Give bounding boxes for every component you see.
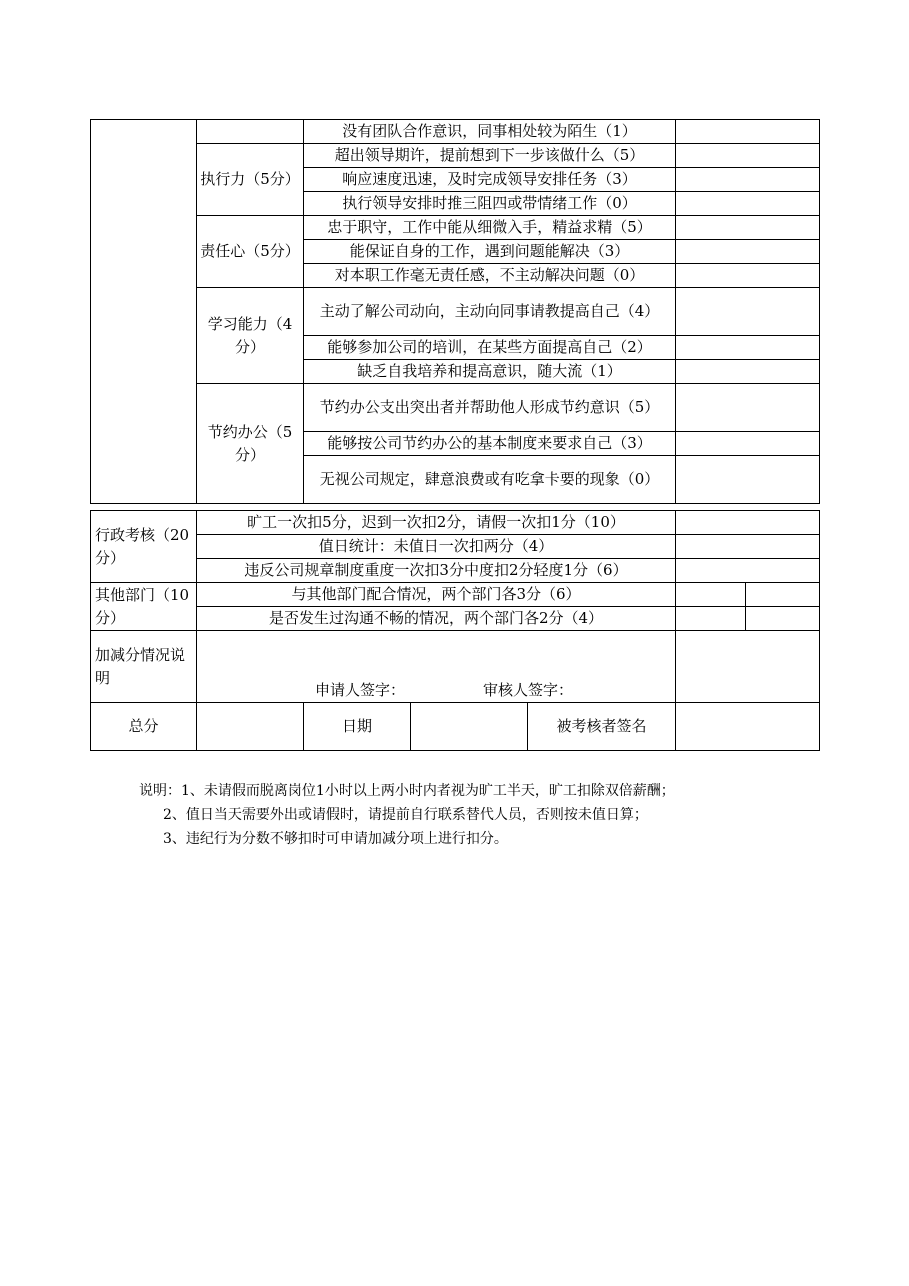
score-cell[interactable] bbox=[676, 240, 820, 264]
adjust-signature-area[interactable] bbox=[197, 631, 676, 703]
criterion-learning-2: 能够参加公司的培训，在某些方面提高自己（2） bbox=[304, 336, 676, 360]
criterion-other-dept-cooperation: 与其他部门配合情况，两个部门各3分（6） bbox=[197, 583, 676, 607]
note-2: 2、值日当天需要外出或请假时，请提前自行联系替代人员，否则按未值日算； bbox=[163, 807, 648, 823]
criterion-execution-0: 执行领导安排时推三阻四或带情绪工作（0） bbox=[304, 192, 676, 216]
execution-label: 执行力（5分） bbox=[197, 144, 304, 216]
criterion-saving-5: 节约办公支出突出者并帮助他人形成节约意识（5） bbox=[304, 384, 676, 432]
reviewer-signature-label: 审核人签字： bbox=[483, 681, 574, 699]
criterion-learning-4: 主动了解公司动向，主动向同事请教提高自己（4） bbox=[304, 288, 676, 336]
notes-section bbox=[139, 779, 675, 851]
assessment-table bbox=[90, 119, 820, 504]
score-cell[interactable] bbox=[676, 384, 820, 432]
score-cell[interactable] bbox=[676, 168, 820, 192]
score-cell[interactable] bbox=[676, 535, 820, 559]
criterion-responsibility-5: 忠于职守，工作中能从细微入手，精益求精（5） bbox=[304, 216, 676, 240]
total-value-cell[interactable] bbox=[197, 703, 304, 751]
note-3: 3、违纪行为分数不够扣时可申请加减分项上进行扣分。 bbox=[163, 831, 508, 847]
date-value-cell[interactable] bbox=[411, 703, 528, 751]
date-label: 日期 bbox=[304, 703, 411, 751]
saving-label: 节约办公（5分） bbox=[197, 384, 304, 504]
score-cell-dept-b[interactable] bbox=[746, 607, 820, 631]
score-cell-dept-a[interactable] bbox=[676, 583, 746, 607]
teamwork-label-cell bbox=[197, 120, 304, 144]
assessee-signature-label: 被考核者签名 bbox=[528, 703, 676, 751]
criterion-execution-5: 超出领导期许，提前想到下一步该做什么（5） bbox=[304, 144, 676, 168]
score-cell[interactable] bbox=[676, 432, 820, 456]
score-cell[interactable] bbox=[676, 144, 820, 168]
category-cell-continued bbox=[91, 120, 197, 504]
other-dept-label: 其他部门（10分） bbox=[91, 583, 197, 631]
criterion-execution-3: 响应速度迅速，及时完成领导安排任务（3） bbox=[304, 168, 676, 192]
criterion-other-dept-communication: 是否发生过沟通不畅的情况，两个部门各2分（4） bbox=[197, 607, 676, 631]
adjust-label: 加减分情况说明 bbox=[91, 631, 197, 703]
score-cell[interactable] bbox=[676, 288, 820, 336]
score-cell[interactable] bbox=[676, 360, 820, 384]
admin-label: 行政考核（20分） bbox=[91, 511, 197, 583]
score-cell[interactable] bbox=[676, 336, 820, 360]
note-1: 说明：1、未请假而脱离岗位1小时以上两小时内者视为旷工半天，旷工扣除双倍薪酬； bbox=[139, 783, 675, 799]
responsibility-label: 责任心（5分） bbox=[197, 216, 304, 288]
applicant-signature-label: 申请人签字： bbox=[315, 681, 406, 699]
score-cell[interactable] bbox=[676, 216, 820, 240]
criterion-admin-duty: 值日统计：未值日一次扣两分（4） bbox=[197, 535, 676, 559]
adjust-score-cell[interactable] bbox=[676, 631, 820, 703]
criterion-responsibility-0: 对本职工作毫无责任感，不主动解决问题（0） bbox=[304, 264, 676, 288]
criterion-admin-rules: 违反公司规章制度重度一次扣3分中度扣2分轻度1分（6） bbox=[197, 559, 676, 583]
score-cell[interactable] bbox=[676, 559, 820, 583]
score-cell[interactable] bbox=[676, 264, 820, 288]
criterion-saving-3: 能够按公司节约办公的基本制度来要求自己（3） bbox=[304, 432, 676, 456]
assessee-signature-cell[interactable] bbox=[676, 703, 820, 751]
assessment-table-lower bbox=[90, 510, 820, 751]
score-cell-dept-a[interactable] bbox=[676, 607, 746, 631]
criterion-learning-1: 缺乏自我培养和提高意识，随大流（1） bbox=[304, 360, 676, 384]
learning-label: 学习能力（4分） bbox=[197, 288, 304, 384]
criterion-admin-absence: 旷工一次扣5分，迟到一次扣2分，请假一次扣1分（10） bbox=[197, 511, 676, 535]
criterion-saving-0: 无视公司规定，肆意浪费或有吃拿卡要的现象（0） bbox=[304, 456, 676, 504]
criterion-teamwork-1: 没有团队合作意识，同事相处较为陌生（1） bbox=[304, 120, 676, 144]
total-label: 总分 bbox=[91, 703, 197, 751]
score-cell[interactable] bbox=[676, 456, 820, 504]
score-cell[interactable] bbox=[676, 120, 820, 144]
score-cell[interactable] bbox=[676, 192, 820, 216]
score-cell[interactable] bbox=[676, 511, 820, 535]
criterion-responsibility-3: 能保证自身的工作，遇到问题能解决（3） bbox=[304, 240, 676, 264]
score-cell-dept-b[interactable] bbox=[746, 583, 820, 607]
